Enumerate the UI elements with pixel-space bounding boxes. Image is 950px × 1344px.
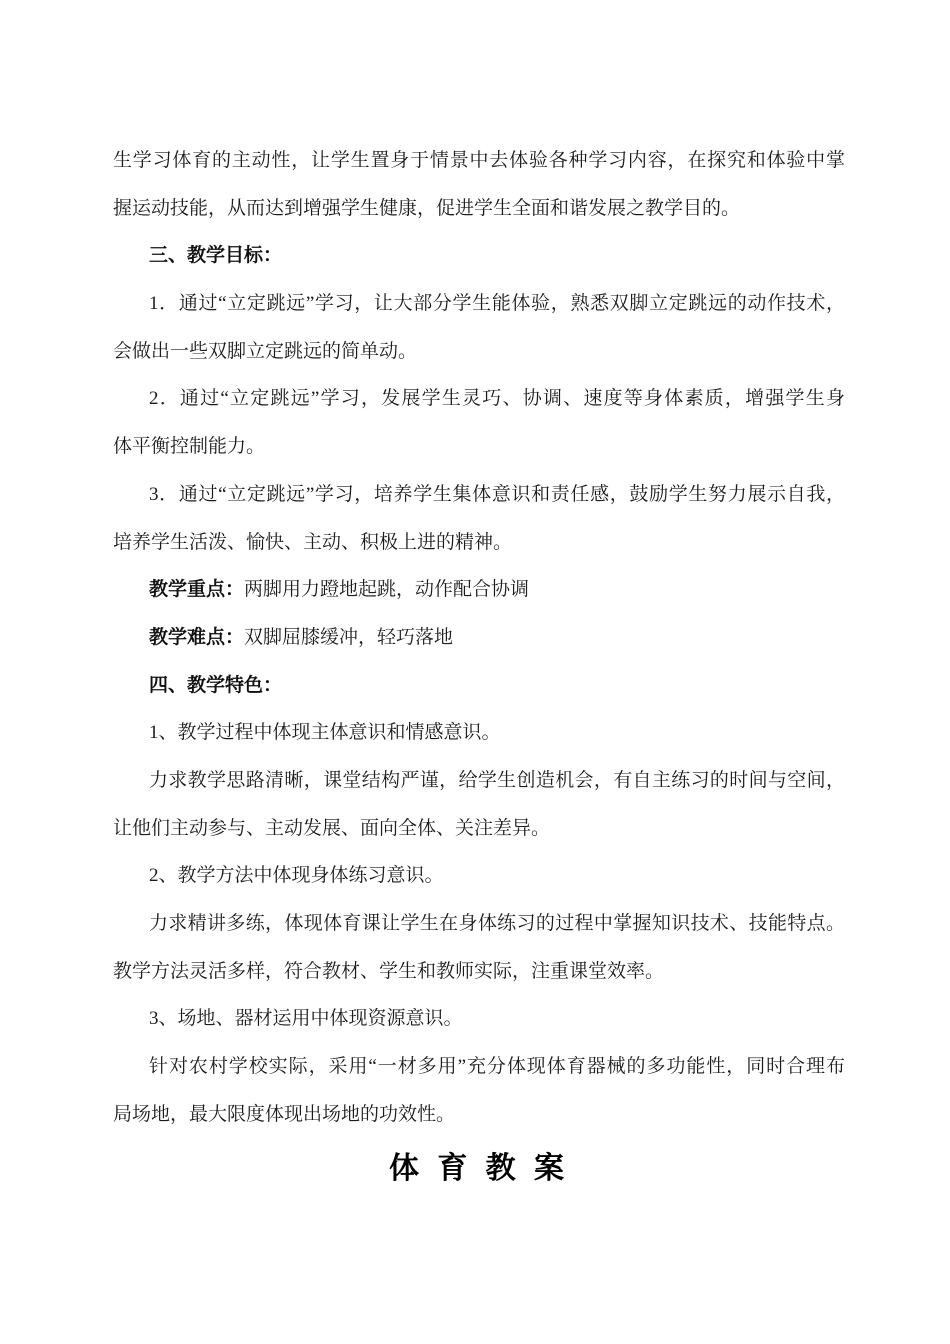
para-line: 1．通过“立定跳远”学习，让大部分学生能体验，熟悉双脚立定跳远的动作技术， (149, 293, 845, 315)
para-line: 2、教学方法中体现身体练习意识。 (149, 865, 444, 887)
para-line: 力求教学思路清晰，课堂结构严谨，给学生创造机会，有自主练习的时间与空间， (149, 769, 845, 791)
para-line: 3、场地、器材运用中体现资源意识。 (149, 1008, 463, 1030)
document-title: 体 育 教 案 (388, 1152, 569, 1186)
para-line: 3．通过“立定跳远”学习，培养学生集体意识和责任感，鼓励学生努力展示自我， (149, 483, 845, 505)
section-heading: 四、教学特色： (149, 674, 283, 696)
para-line: 会做出一些双脚立定跳远的简单动。 (113, 340, 418, 362)
para-line: 培养学生活泼、愉快、主动、积极上进的精神。 (113, 531, 513, 553)
document-body (113, 137, 845, 1193)
difficulty-line (113, 614, 845, 662)
para-line: 2．通过“立定跳远”学习，发展学生灵巧、协调、速度等身体素质，增强学生身 (149, 388, 845, 410)
difficulty-text: 双脚屈膝缓冲，轻巧落地 (244, 626, 454, 648)
para-line: 针对农村学校实际，采用“一材多用”充分体现体育器械的多功能性，同时合理布 (149, 1056, 845, 1078)
para-line: 力求精讲多练，体现体育课让学生在身体练习的过程中掌握知识技术、技能特点。 (149, 913, 845, 934)
key-point-text: 两脚用力蹬地起跳，动作配合协调 (244, 579, 530, 601)
para-line: 1、教学过程中体现主体意识和情感意识。 (149, 722, 501, 744)
key-point-line (113, 566, 845, 614)
difficulty-label: 教学难点： (149, 626, 245, 648)
para-line: 生学习体育的主动性，让学生置身于情景中去体验各种学习内容，在探究和体验中掌 (113, 150, 845, 171)
para-line: 局场地，最大限度体现出场地的功效性。 (113, 1103, 456, 1125)
para-line: 握运动技能，从而达到增强学生健康，促进学生全面和谐发展之教学目的。 (113, 197, 741, 219)
para-line: 教学方法灵活多样，符合教材、学生和教师实际，注重课堂效率。 (113, 960, 665, 982)
para-line: 让他们主动参与、主动发展、面向全体、关注差异。 (113, 817, 551, 839)
section-heading: 三、教学目标： (149, 245, 283, 267)
key-point-label: 教学重点： (149, 579, 245, 601)
para-line: 体平衡控制能力。 (113, 436, 266, 458)
